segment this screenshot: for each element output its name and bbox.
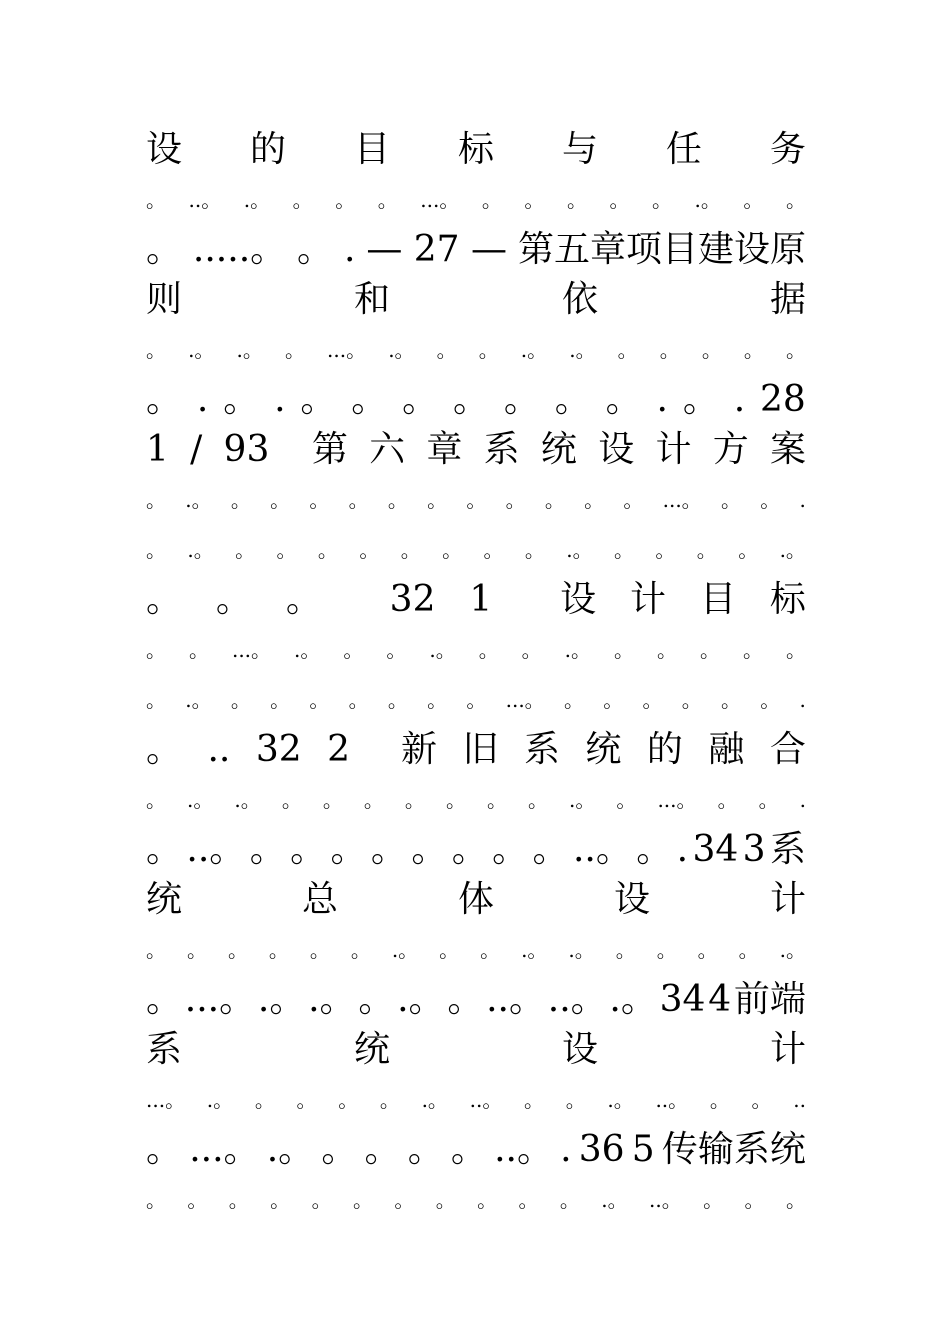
toc-token: .。 [421, 1088, 448, 1112]
toc-text-line [146, 1125, 806, 1175]
toc-token: 。 [146, 979, 183, 1020]
toc-token: 。 [215, 579, 252, 620]
toc-token: 目 [353, 129, 390, 170]
toc-token: 。 [186, 938, 207, 962]
toc-token: . [676, 829, 689, 870]
toc-token: 。 [751, 1088, 772, 1112]
toc-token: 传输系统 [661, 1129, 806, 1170]
toc-token: 。 [343, 638, 364, 662]
toc-text-line [146, 725, 806, 775]
toc-token: .. [793, 1088, 806, 1112]
toc-token: 。 [524, 538, 545, 562]
toc-token: ..。 [188, 188, 222, 212]
toc-token: .。 [607, 1088, 634, 1112]
toc-token: 。 [364, 1129, 401, 1170]
toc-token: 。 [359, 538, 380, 562]
toc-token: 。 [447, 979, 484, 1020]
toc-token: .。 [391, 938, 419, 962]
toc-token: 。 [300, 379, 337, 420]
toc-token: 统 [146, 879, 183, 920]
toc-token: — 27 — [366, 229, 508, 270]
toc-token: 。 [478, 638, 499, 662]
toc-token: 。 [330, 829, 367, 870]
toc-token: 。 [743, 338, 764, 362]
toc-token: 新 [400, 729, 437, 770]
toc-token: 标 [769, 579, 806, 620]
toc-token: 。 [400, 538, 421, 562]
toc-token: 。 [146, 579, 183, 620]
toc-token: ...。 [189, 1129, 260, 1170]
toc-token: 。 [387, 488, 408, 512]
toc-token: ...。 [327, 338, 367, 362]
toc-text-line [146, 225, 806, 275]
toc-token: 设 [613, 879, 650, 920]
toc-token: . [799, 688, 806, 712]
toc-token: 。 [682, 379, 719, 420]
toc-token: . [560, 1129, 572, 1170]
toc-token: 。 [760, 688, 781, 712]
toc-token: .。 [568, 938, 595, 962]
toc-token: 。 [379, 1088, 400, 1112]
toc-token: . [799, 788, 806, 812]
toc-token: 3 [742, 829, 766, 870]
toc-token: 计 [630, 579, 667, 620]
toc-token: 。 [521, 638, 542, 662]
toc-token: .。 [694, 188, 721, 212]
toc-token: .。 [185, 688, 212, 712]
toc-token: 。 [146, 379, 183, 420]
toc-leader-dots-line [146, 775, 806, 825]
toc-token: 。 [254, 1088, 275, 1112]
toc-token: 计 [769, 1029, 806, 1070]
toc-token: 系 [769, 829, 806, 870]
toc-token: ...。 [662, 488, 702, 512]
toc-token: 28 [760, 379, 806, 420]
toc-token: ..。 [486, 979, 545, 1020]
toc-token: 93 [223, 429, 270, 470]
toc-token: .。 [294, 638, 321, 662]
toc-text-line [146, 375, 806, 425]
toc-token: 统 [540, 429, 577, 470]
toc-token: 。 [720, 688, 741, 712]
toc-token: . [799, 488, 806, 512]
toc-token: 。 [235, 538, 256, 562]
toc-token: 。 [478, 338, 499, 362]
toc-token: ...。 [231, 638, 272, 662]
toc-token: 。 [636, 829, 673, 870]
toc-token: 。 [292, 188, 313, 212]
toc-token: 。 [386, 638, 407, 662]
toc-token: 设 [146, 129, 183, 170]
toc-token: 。 [559, 1188, 580, 1212]
toc-token: 。 [696, 538, 717, 562]
toc-token: 。 [563, 688, 584, 712]
toc-token: 。 [285, 579, 322, 620]
toc-leader-dots-line [146, 925, 806, 975]
toc-token: .....。 [192, 229, 287, 270]
toc-token: 。 [709, 1088, 730, 1112]
toc-token: 。 [656, 938, 677, 962]
toc-token: ...。 [184, 979, 256, 1020]
toc-token: 。 [387, 688, 408, 712]
toc-leader-dots-line [146, 1075, 806, 1125]
toc-token: 设 [561, 1029, 598, 1070]
toc-token: 。 [532, 829, 569, 870]
toc-token: ...。 [505, 688, 545, 712]
toc-token: 第 [311, 429, 348, 470]
toc-token: 34 [692, 829, 739, 870]
toc-token: .。 [397, 979, 445, 1020]
toc-token: 。 [187, 1188, 208, 1212]
toc-token: 。 [146, 1188, 166, 1212]
toc-token: 。 [492, 829, 529, 870]
toc-token: 。 [655, 538, 676, 562]
toc-token: / [190, 429, 203, 470]
toc-token: .。 [188, 338, 215, 362]
toc-token: 。 [335, 188, 356, 212]
toc-token: .。 [257, 979, 306, 1020]
toc-leader-dots-line [146, 625, 806, 675]
toc-token: 。 [268, 938, 289, 962]
toc-token: 目 [699, 579, 736, 620]
toc-token: 2 [327, 729, 351, 770]
toc-token: 计 [655, 429, 692, 470]
toc-token: 。 [681, 688, 702, 712]
toc-token: 。 [453, 379, 490, 420]
toc-text-line [146, 575, 806, 625]
toc-token: 。 [407, 1129, 444, 1170]
toc-token: 。 [352, 1188, 373, 1212]
toc-token: 的 [646, 729, 683, 770]
toc-token: ...。 [146, 1088, 186, 1112]
toc-token: 合 [769, 729, 806, 770]
toc-token: 标 [457, 129, 494, 170]
toc-token: .。 [187, 538, 214, 562]
toc-token: 。 [652, 188, 672, 212]
toc-token: 。 [322, 788, 343, 812]
toc-token: . [274, 379, 286, 420]
toc-token: ..。 [469, 1088, 503, 1112]
toc-token: 。 [146, 338, 166, 362]
toc-token: 。 [738, 938, 759, 962]
toc-token: 统 [585, 729, 622, 770]
toc-token: .。 [601, 1188, 628, 1212]
toc-token: .。 [609, 979, 657, 1020]
toc-token: 融 [708, 729, 745, 770]
toc-token: 。 [450, 1129, 487, 1170]
toc-token: 。 [614, 538, 635, 562]
toc-token: 据 [769, 279, 806, 320]
toc-token: 体 [457, 879, 494, 920]
toc-token: 。 [377, 188, 398, 212]
toc-text-line [146, 1025, 806, 1075]
toc-token: .。 [388, 338, 415, 362]
toc-token: 。 [363, 788, 384, 812]
toc-token: 。 [659, 338, 680, 362]
toc-token: 。 [738, 538, 759, 562]
toc-token: 。 [146, 488, 166, 512]
toc-token: 。 [350, 938, 371, 962]
toc-token: 。 [317, 538, 338, 562]
toc-token: 32 [255, 729, 302, 770]
toc-token: 。 [584, 488, 605, 512]
toc-text-line [146, 875, 806, 925]
toc-token: .。 [234, 788, 261, 812]
toc-token: 。 [603, 688, 624, 712]
toc-token: 。 [436, 338, 457, 362]
toc-token: 。 [402, 379, 439, 420]
toc-token: 。 [703, 1188, 724, 1212]
toc-token: .。 [569, 788, 596, 812]
toc-token: 。 [524, 188, 545, 212]
toc-token: 。 [744, 1188, 765, 1212]
toc-token: 。 [230, 488, 251, 512]
toc-token: 。 [146, 1129, 183, 1170]
toc-token: .。 [564, 638, 592, 662]
toc-token: 1 [146, 429, 169, 470]
toc-leader-dots-line [146, 1175, 806, 1225]
toc-token: 。 [554, 379, 591, 420]
toc-token: 设 [598, 429, 635, 470]
toc-token: 。 [442, 538, 463, 562]
toc-token: .。 [308, 979, 356, 1020]
toc-token: 。 [146, 538, 166, 562]
toc-token: 。 [427, 688, 448, 712]
toc-token: 。 [656, 638, 677, 662]
toc-token: 。 [228, 1188, 249, 1212]
toc-token: 。 [351, 379, 388, 420]
toc-token: 。 [699, 638, 720, 662]
toc-token: .。 [429, 638, 456, 662]
toc-token: 。 [270, 1188, 291, 1212]
toc-token: . [196, 379, 209, 420]
toc-token: 。 [503, 379, 540, 420]
toc-token: 。 [290, 829, 327, 870]
toc-token: 则 [146, 279, 183, 320]
toc-token: .。 [779, 538, 806, 562]
toc-token: 。 [188, 638, 209, 662]
toc-token: .。 [206, 1088, 234, 1112]
toc-token: 34 [659, 979, 706, 1020]
toc-token: 案 [769, 429, 806, 470]
toc-token: 。 [276, 538, 297, 562]
toc-token: 。 [477, 1188, 498, 1212]
toc-token: 章 [426, 429, 463, 470]
toc-token: 。 [358, 979, 395, 1020]
toc-token: 和 [353, 279, 390, 320]
toc-token: . [733, 379, 746, 420]
toc-token: 与 [561, 129, 598, 170]
toc-token: 设 [560, 579, 597, 620]
toc-token: 。 [528, 788, 548, 812]
toc-leader-dots-line [146, 325, 806, 375]
toc-token: 。 [348, 488, 369, 512]
toc-token: 系 [523, 729, 560, 770]
toc-token: 。 [309, 938, 330, 962]
toc-token: 。 [742, 638, 763, 662]
toc-token: 。 [370, 829, 407, 870]
toc-token: .。 [185, 488, 212, 512]
toc-token: 。 [697, 938, 718, 962]
toc-token: ..。 [572, 829, 632, 870]
toc-token: .。 [520, 338, 548, 362]
toc-token: 。 [466, 488, 487, 512]
toc-token: 。 [439, 938, 460, 962]
toc-token: 。 [642, 688, 663, 712]
toc-token: 。 [311, 1188, 332, 1212]
toc-token: 。 [427, 488, 448, 512]
toc-token: ..。 [649, 1188, 682, 1212]
toc-token: 。 [524, 1088, 545, 1112]
toc-token: .. [207, 729, 231, 770]
toc-token: 。 [296, 1088, 317, 1112]
toc-token: 系 [483, 429, 520, 470]
toc-token: 。 [146, 788, 166, 812]
toc-token: 。 [466, 688, 487, 712]
toc-token: 。 [785, 338, 806, 362]
toc-token: 务 [769, 129, 806, 170]
toc-token: 。 [544, 488, 565, 512]
toc-token: 。 [404, 788, 425, 812]
toc-token: 。 [480, 938, 501, 962]
toc-token: 方 [712, 429, 749, 470]
toc-token: 。 [249, 829, 286, 870]
toc-text-line [146, 975, 806, 1025]
toc-token: 第五章项目建设原 [517, 229, 806, 270]
toc-token: 六 [369, 429, 406, 470]
toc-token: 。 [505, 488, 526, 512]
toc-token: 。 [270, 688, 291, 712]
toc-token: 。 [146, 188, 166, 212]
toc-token: 。 [565, 1088, 586, 1112]
toc-token: 。 [338, 1088, 359, 1112]
toc-token: ...。 [657, 788, 697, 812]
toc-token: 。 [321, 1129, 358, 1170]
toc-token: 。 [348, 688, 369, 712]
toc-token: 。 [785, 1188, 806, 1212]
toc-token: 。 [605, 379, 642, 420]
toc-token: 。 [394, 1188, 415, 1212]
toc-token: 。 [486, 788, 507, 812]
toc-token: 。 [146, 638, 166, 662]
toc-token: 4 [708, 979, 732, 1020]
toc-token: 。 [445, 788, 466, 812]
toc-token: 任 [665, 129, 702, 170]
toc-token: 旧 [462, 729, 499, 770]
toc-token: 。 [435, 1188, 456, 1212]
toc-token: 。 [146, 229, 183, 270]
toc-text-line [146, 275, 806, 325]
toc-token: 。 [785, 638, 806, 662]
toc-token: 。 [146, 688, 166, 712]
toc-token: 。 [701, 338, 722, 362]
toc-token: .。 [243, 188, 271, 212]
toc-token: 。 [518, 1188, 539, 1212]
toc-token: .。 [566, 538, 593, 562]
toc-leader-dots-line [146, 525, 806, 575]
toc-token: 。 [483, 538, 504, 562]
toc-token: 。 [284, 338, 305, 362]
toc-token: .。 [187, 788, 214, 812]
toc-token: 系 [146, 1029, 183, 1070]
toc-token: 。 [297, 229, 334, 270]
toc-token: 统 [353, 1029, 390, 1070]
toc-text-line [146, 125, 806, 175]
toc-token: 。 [623, 488, 644, 512]
toc-token: ...。 [420, 188, 460, 212]
toc-token: 5 [631, 1129, 655, 1170]
toc-token: 。 [411, 829, 448, 870]
toc-token: 。 [227, 938, 248, 962]
toc-token: 总 [301, 879, 338, 920]
toc-text-line [146, 425, 806, 475]
toc-token: 。 [566, 188, 587, 212]
toc-token: .。 [266, 1129, 315, 1170]
toc-token: 。 [451, 829, 488, 870]
toc-token: 。 [281, 788, 302, 812]
toc-token: 。 [146, 729, 183, 770]
toc-token: 。 [760, 488, 781, 512]
toc-token: .。 [569, 338, 596, 362]
toc-token: 。 [785, 188, 806, 212]
toc-text-line [146, 825, 806, 875]
toc-token: ..。 [186, 829, 246, 870]
toc-token: 。 [758, 788, 779, 812]
toc-token: 36 [578, 1129, 625, 1170]
toc-token: 计 [769, 879, 806, 920]
toc-leader-dots-line [146, 475, 806, 525]
toc-token: 前端 [733, 979, 806, 1020]
toc-token: 。 [481, 188, 502, 212]
toc-token: 。 [743, 188, 764, 212]
toc-leader-dots-line [146, 175, 806, 225]
toc-token: 。 [617, 338, 638, 362]
toc-token: ..。 [547, 979, 607, 1020]
toc-token: 。 [309, 688, 330, 712]
toc-token: 。 [309, 488, 330, 512]
toc-token: 32 [389, 579, 436, 620]
toc-token: 。 [146, 829, 183, 870]
toc-token: 依 [561, 279, 598, 320]
toc-token: 。 [609, 188, 630, 212]
toc-token: .。 [521, 938, 548, 962]
toc-token: 。 [614, 638, 634, 662]
toc-token: 。 [270, 488, 291, 512]
toc-token: 。 [230, 688, 251, 712]
toc-token: 。 [717, 788, 738, 812]
toc-token: .。 [779, 938, 806, 962]
toc-token: 的 [249, 129, 286, 170]
toc-token: 1 [469, 579, 493, 620]
toc-token: 。 [720, 488, 741, 512]
toc-token: 。 [615, 938, 636, 962]
toc-token: . [343, 229, 356, 270]
toc-token: . [656, 379, 668, 420]
toc-token: .。 [236, 338, 263, 362]
toc-token: ..。 [494, 1129, 553, 1170]
toc-token: 。 [223, 379, 260, 420]
toc-token: 。 [616, 788, 637, 812]
toc-leader-dots-line [146, 675, 806, 725]
toc-token: 。 [146, 938, 166, 962]
toc-token: ..。 [655, 1088, 689, 1112]
